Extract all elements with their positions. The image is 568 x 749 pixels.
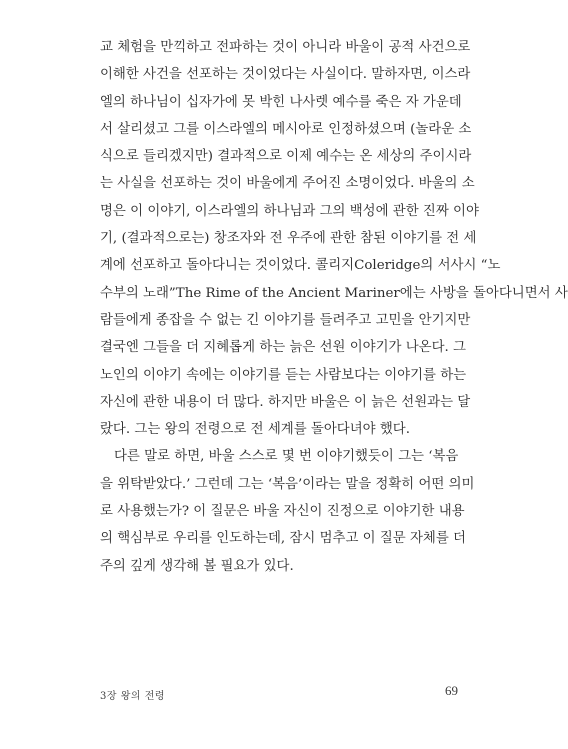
text-line: 다른 말로 하면, 바울 스스로 몇 번 이야기했듯이 그는 ‘복음 [114, 449, 459, 465]
text-line: 는 사실을 선포하는 것이 바울에게 주어진 소명이었다. 바울의 소 [100, 176, 475, 192]
page-number: 69 [445, 683, 458, 698]
text-line: 서 살리셨고 그를 이스라엘의 메시아로 인정하셨으며 (놀라운 소 [100, 121, 472, 137]
text-line: 식으로 들리겠지만) 결과적으로 이제 예수는 온 세상의 주이시라 [100, 149, 472, 165]
text-line: 이해한 사건을 선포하는 것이었다는 사실이다. 말하자면, 이스라 [100, 67, 471, 83]
text-line: 을 위탁받았다.’ 그런데 그는 ‘복음’이라는 말을 정확히 어떤 의미 [100, 476, 475, 492]
text-line: 교 체험을 만끽하고 전파하는 것이 아니라 바울이 공적 사건으로 [100, 40, 471, 55]
text-line: 의 핵심부로 우리를 인도하는데, 잠시 멈추고 이 질문 자체를 더 [100, 531, 466, 547]
running-footer: 3장 왕의 전령 [100, 691, 166, 702]
text-line: 자신에 관한 내용이 더 많다. 하지만 바울은 이 늙은 선원과는 달 [100, 394, 471, 410]
text-line: 결국엔 그들을 더 지혜롭게 하는 늙은 선원 이야기가 나온다. 그 [100, 340, 466, 356]
text-line: 랐다. 그는 왕의 전령으로 전 세계를 돌아다녀야 했다. [100, 422, 410, 438]
text-line: 로 사용했는가? 이 질문은 바울 자신이 진정으로 이야기한 내용 [100, 504, 465, 520]
text-line: 계에 선포하고 돌아다니는 것이었다. 콜리지Coleridge의 서사시 “노 [100, 258, 501, 274]
body-text [100, 34, 568, 580]
text-line: 기, (결과적으로는) 창조자와 전 우주에 관한 참된 이야기를 전 세 [100, 231, 477, 247]
text-line: 람들에게 종잡을 수 없는 긴 이야기를 들려주고 고민을 안기지만 [100, 312, 471, 328]
text-line: 명은 이 이야기, 이스라엘의 하나님과 그의 백성에 관한 진짜 이야 [100, 203, 479, 219]
text-line: 수부의 노래”The Rime of the Ancient Mariner에는 사방을 돌아다니면서 사 [100, 285, 568, 301]
text-line: 주의 깊게 생각해 볼 필요가 있다. [100, 558, 294, 574]
text-line: 엘의 하나님이 십자가에 못 박힌 나사렛 예수를 죽은 자 가운데 [100, 94, 462, 110]
text-line: 노인의 이야기 속에는 이야기를 듣는 사람보다는 이야기를 하는 [100, 367, 467, 383]
